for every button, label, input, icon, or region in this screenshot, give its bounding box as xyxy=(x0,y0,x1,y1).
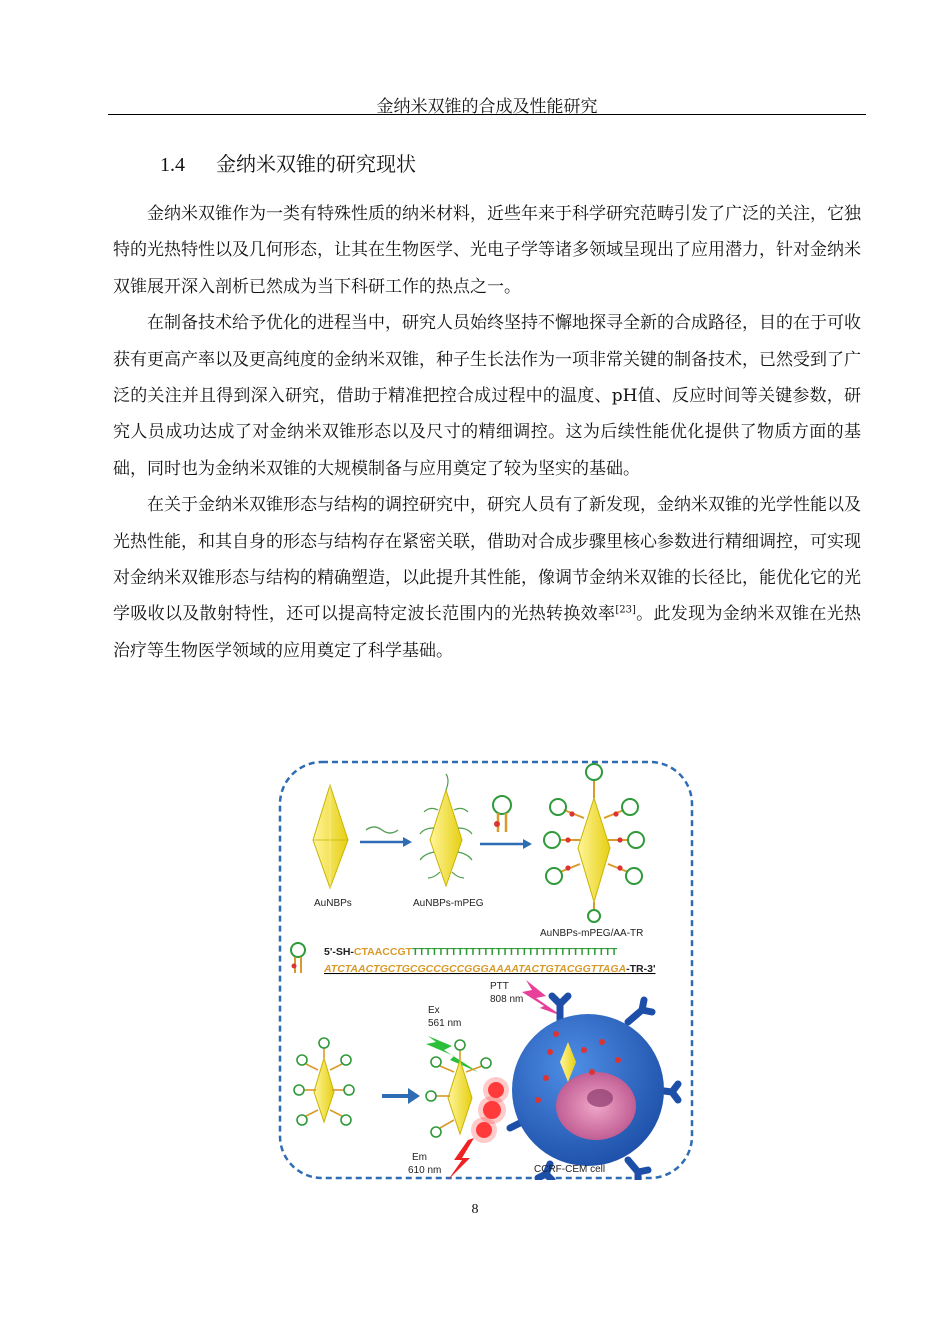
arrow-3 xyxy=(382,1088,420,1104)
page-header: 金纳米双锥的合成及性能研究 xyxy=(376,97,598,117)
label-aunbps-mpeg-aa-tr: AuNBPs-mPEG/AA-TR xyxy=(540,928,644,939)
header-rule xyxy=(108,114,866,115)
label-ex-wavelength: 561 nm xyxy=(428,1018,462,1029)
schematic-figure xyxy=(278,760,694,1180)
paragraph-3 xyxy=(113,487,861,669)
emission-lightning-icon xyxy=(448,1138,474,1180)
label-ex: Ex xyxy=(428,1005,440,1016)
mpeg-squiggle xyxy=(366,827,398,833)
paragraph-1: 金纳米双锥作为一类有特殊性质的纳米材料，近些年来于科学研究范畴引发了广泛的关注，它独特的光热特性以及几何形态，让其在生物医学、光电子学等诸多领域呈现出了应用潜力，针对金纳米双锥展开深入剖析已然成为当下科研工作的热点之一。 xyxy=(113,204,861,297)
label-cell: CCRF-CEM cell xyxy=(534,1164,606,1175)
bipyramid-functionalized xyxy=(544,764,644,922)
label-aunbps: AuNBPs xyxy=(314,898,352,909)
arrow-2 xyxy=(480,839,532,849)
section-number: 1.4 xyxy=(160,154,185,176)
paragraph-3-text: 在关于金纳米双锥形态与结构的调控研究中，研究人员有了新发现，金纳米双锥的光学性能以及光热性能，和其自身的形态与结构存在紧密关联，借助对合成步骤里核心参数进行精细调控，可实现对金纳米双锥形态与结构的精确塑造，以此提升其性能，像调节金纳米双锥的长径比，能优化它的光学吸收以及散射特性，还可以提高特定波长范围内的光热转换效率 xyxy=(113,495,861,625)
label-em: Em xyxy=(412,1152,427,1163)
label-ptt: PTT xyxy=(490,981,509,992)
bipyramid-functionalized-small xyxy=(294,1038,354,1125)
body-text xyxy=(113,196,861,669)
label-em-wavelength: 610 nm xyxy=(408,1165,442,1176)
arrow-1 xyxy=(360,837,412,847)
label-ptt-wavelength: 808 nm xyxy=(490,994,524,1005)
bipyramid-mpeg xyxy=(420,774,472,886)
figure-svg xyxy=(278,760,694,1180)
paragraph-2: 在制备技术给予优化的进程当中，研究人员始终坚持不懈地探寻全新的合成路径，目的在于可收获有更高产率以及更高纯度的金纳米双锥，种子生长法作为一项非常关键的制备技术，已然受到了广泛的关注并且得到深入研究，借助于精准把控合成过程中的温度、pH值、反应时间等关键参数，研究人员成功达成了对金纳米双锥形态以及尺寸的精细调控。这为后续性能优化提供了物质方面的基础，同时也为金纳米双锥的大规模制备与应用奠定了较为坚实的基础。 xyxy=(113,313,861,479)
hairpin-probe-icon xyxy=(493,796,511,832)
bipyramid-bound xyxy=(426,1040,509,1143)
cancer-cell xyxy=(510,996,678,1180)
section-title: 金纳米双锥的研究现状 xyxy=(216,152,416,176)
bipyramid-bare xyxy=(313,785,348,888)
section-heading xyxy=(160,148,416,177)
sequence-line-1: 5'-SH-CTAACCGTTTTTTTTTTTTTTTTTTTTTTTTTTTTTTTTT xyxy=(324,946,618,958)
hairpin-legend-icon xyxy=(291,943,305,973)
sequence-line-2: ATCTAACTGCTGCGCCGCCGGGAAAATACTGTACGGTTAGA-TR-3' xyxy=(324,963,656,975)
citation: [23] xyxy=(615,604,636,616)
label-aunbps-mpeg: AuNBPs-mPEG xyxy=(413,898,484,909)
paragraph-3-tail: 。此发现为金纳米双锥在光热治疗等生物医学领域的应用奠定了科学基础。 xyxy=(113,604,862,661)
page-number: 8 xyxy=(471,1202,479,1217)
